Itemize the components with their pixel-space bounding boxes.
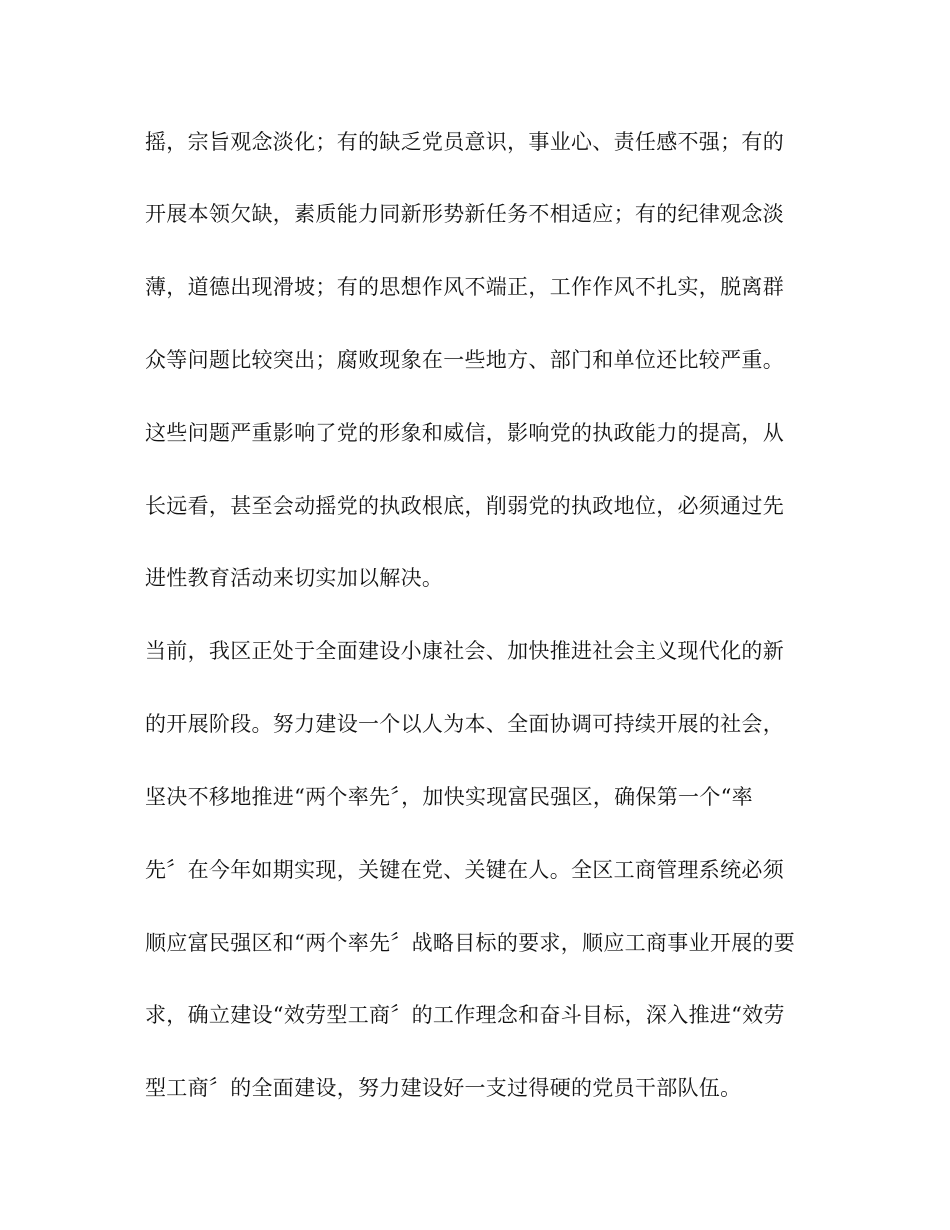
text-line-12: 顺应富民强区和“两个率先〞战略目标的要求，顺应工商事业开展的要: [145, 931, 796, 955]
text-line-14: 型工商〞的全面建设，努力建设好一支过得硬的党员干部队伍。: [145, 1076, 742, 1100]
text-line-2: 开展本领欠缺，素质能力同新形势新任务不相适应；有的纪律观念淡: [145, 202, 784, 226]
text-line-10: 坚决不移地推进“两个率先〞，加快实现富民强区，确保第一个“率: [145, 785, 753, 809]
text-line-6: 长远看，甚至会动摇党的执政根底，削弱党的执政地位，必须通过先: [145, 494, 784, 518]
text-line-7: 进性教育活动来切实加以解决。: [145, 566, 444, 590]
text-line-13: 求，确立建设“效劳型工商〞的工作理念和奋斗目标，深入推进“效劳: [145, 1003, 785, 1027]
text-line-3: 薄，道德出现滑坡；有的思想作风不端正，工作作风不扎实，脱离群: [145, 275, 784, 299]
text-line-4: 众等问题比较突出；腐败现象在一些地方、部门和单位还比较严重。: [145, 348, 784, 372]
text-line-9: 的开展阶段。努力建设一个以人为本、全面协调可持续开展的社会，: [145, 712, 784, 736]
text-line-5: 这些问题严重影响了党的形象和威信，影响党的执政能力的提高，从: [145, 421, 784, 445]
text-line-1: 摇，宗旨观念淡化；有的缺乏党员意识，事业心、责任感不强；有的: [145, 130, 784, 154]
text-line-8: 当前，我区正处于全面建设小康社会、加快推进社会主义现代化的新: [145, 639, 784, 663]
text-line-11: 先〞在今年如期实现，关键在党、关键在人。全区工商管理系统必须: [145, 858, 784, 882]
